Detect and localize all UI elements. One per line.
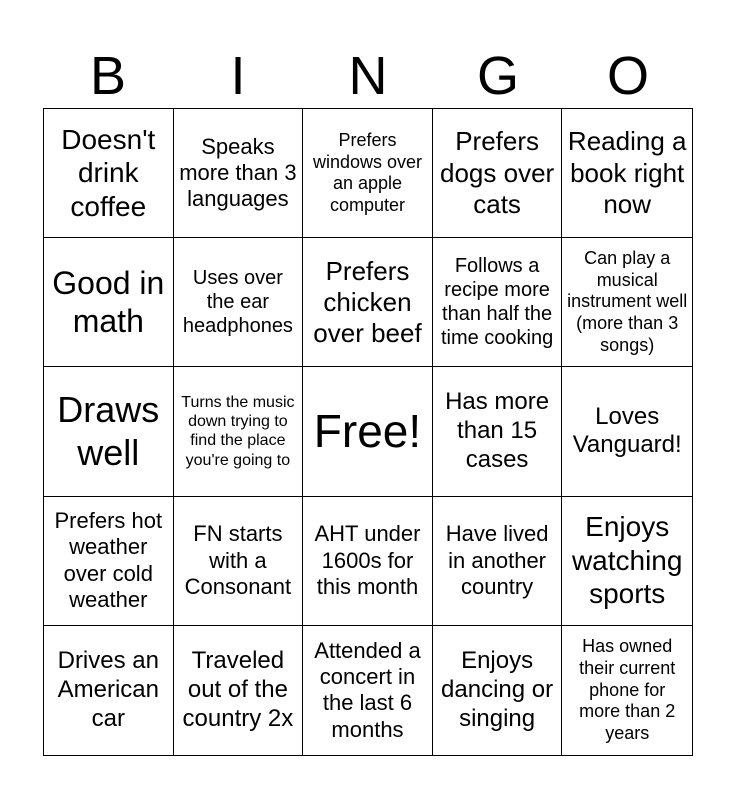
cell-text: Good in math	[52, 264, 165, 340]
cell-text: FN starts with a Consonant	[184, 521, 292, 599]
bingo-header	[43, 44, 693, 108]
bingo-cell-r3-c4	[433, 367, 563, 496]
header-letter-i: I	[230, 46, 246, 106]
cell-text: Attended a concert in the last 6 months	[314, 637, 421, 742]
cell-text: Enjoys watching sports	[571, 511, 683, 610]
cell-text: Follows a recipe more than half the time cooking	[440, 255, 554, 350]
header-letter-n: N	[348, 46, 388, 106]
bingo-cell-r2-c3	[303, 238, 433, 367]
cell-text: Prefers hot weather over cold weather	[54, 507, 163, 613]
header-letter-o: O	[606, 46, 649, 106]
bingo-cell-r5-c3	[303, 626, 433, 755]
cell-text: Speaks more than 3 languages	[179, 133, 297, 212]
bingo-cell-r1-c4	[433, 109, 563, 238]
bingo-cell-r3-c5	[562, 367, 692, 496]
cell-text: Prefers windows over an apple computer	[312, 129, 423, 215]
cell-text: Enjoys dancing or singing	[441, 647, 554, 732]
bingo-cell-r1-c1	[44, 109, 174, 238]
bingo-cell-r4-c4	[433, 497, 563, 626]
cell-text: Reading a book right now	[567, 126, 687, 219]
bingo-cell-r5-c2	[174, 626, 304, 755]
cell-text: Doesn't drink coffee	[61, 123, 156, 222]
bingo-cell-r4-c2	[174, 497, 304, 626]
cell-text: Traveled out of the country 2x	[182, 647, 294, 732]
cell-text: Drives an American car	[57, 647, 159, 732]
bingo-grid	[43, 108, 693, 756]
header-letter-b: B	[89, 46, 127, 106]
bingo-cell-r1-c5	[562, 109, 692, 238]
bingo-cell-r5-c4	[433, 626, 563, 755]
cell-text: Draws well	[57, 389, 160, 474]
cell-text: Loves Vanguard!	[572, 402, 682, 459]
bingo-cell-r1-c3	[303, 109, 433, 238]
bingo-cell-r3-c3	[303, 367, 433, 496]
cell-text: Uses over the ear headphones	[182, 267, 293, 338]
bingo-cell-r2-c5	[562, 238, 692, 367]
cell-text: Has more than 15 cases	[445, 388, 550, 473]
bingo-cell-r4-c3	[303, 497, 433, 626]
cell-text: Prefers dogs over cats	[440, 126, 555, 219]
cell-text: Prefers chicken over beef	[313, 255, 422, 348]
header-letter-g: G	[476, 46, 519, 106]
bingo-cell-r5-c1	[44, 626, 174, 755]
cell-text: AHT under 1600s for this month	[314, 521, 421, 599]
bingo-cell-r1-c2	[174, 109, 304, 238]
bingo-cell-r5-c5	[562, 626, 692, 755]
bingo-cell-r4-c5	[562, 497, 692, 626]
bingo-cell-r3-c1	[44, 367, 174, 496]
cell-text: Has owned their current phone for more than 2 years	[579, 636, 676, 743]
bingo-cell-r2-c1	[44, 238, 174, 367]
bingo-cell-r4-c1	[44, 497, 174, 626]
cell-text: Can play a musical instrument well (more than 3 songs)	[567, 248, 688, 355]
bingo-cell-r3-c2	[174, 367, 304, 496]
free-space: Free!	[313, 404, 422, 457]
bingo-cell-r2-c2	[174, 238, 304, 367]
bingo-cell-r2-c4	[433, 238, 563, 367]
cell-text: Have lived in another country	[445, 521, 549, 599]
cell-text: Turns the music down trying to find the place you're going to	[181, 394, 295, 469]
